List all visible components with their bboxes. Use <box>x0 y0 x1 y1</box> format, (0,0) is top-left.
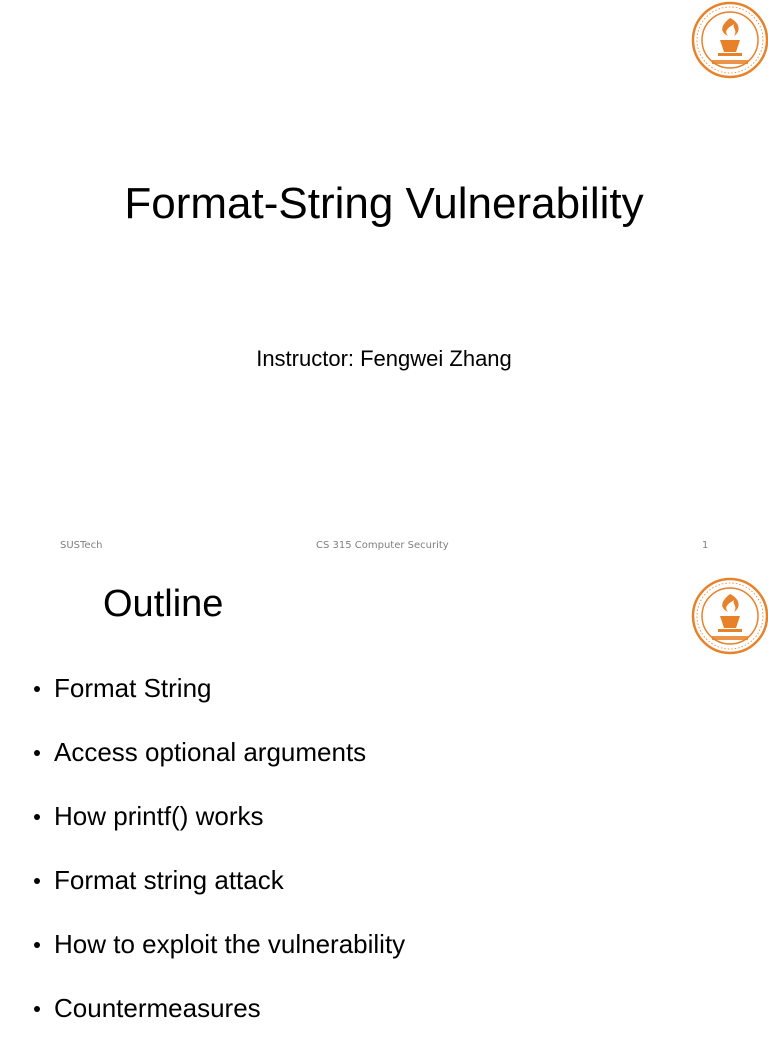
list-item-text: How to exploit the vulnerability <box>54 929 406 959</box>
list-item <box>34 859 405 923</box>
footer-course: CS 315 Computer Security <box>316 540 449 551</box>
list-item <box>34 795 405 859</box>
list-item-text: How printf() works <box>54 801 264 831</box>
list-item-text: Access optional arguments <box>54 737 367 767</box>
list-item <box>34 923 405 987</box>
university-seal-logo <box>690 576 768 656</box>
list-item <box>34 987 405 1051</box>
slide-title: Outline <box>103 583 224 625</box>
slide-2 <box>0 566 768 1024</box>
footer-institution: SUSTech <box>60 540 103 551</box>
list-item-text: Format String <box>54 673 212 703</box>
bullet-dot-icon <box>34 942 40 948</box>
bullet-dot-icon <box>34 750 40 756</box>
slide-subtitle: Instructor: Fengwei Zhang <box>256 346 512 371</box>
university-seal-logo <box>690 0 768 80</box>
list-item-text: Countermeasures <box>54 993 261 1023</box>
bullet-dot-icon <box>34 686 40 692</box>
bullet-dot-icon <box>34 1006 40 1012</box>
list-item <box>34 731 405 795</box>
outline-list <box>34 667 405 1051</box>
bullet-dot-icon <box>34 878 40 884</box>
footer-page-number: 1 <box>702 540 709 551</box>
list-item-text: Format string attack <box>54 865 284 895</box>
slide-title: Format-String Vulnerability <box>124 179 644 228</box>
bullet-dot-icon <box>34 814 40 820</box>
list-item <box>34 667 405 731</box>
